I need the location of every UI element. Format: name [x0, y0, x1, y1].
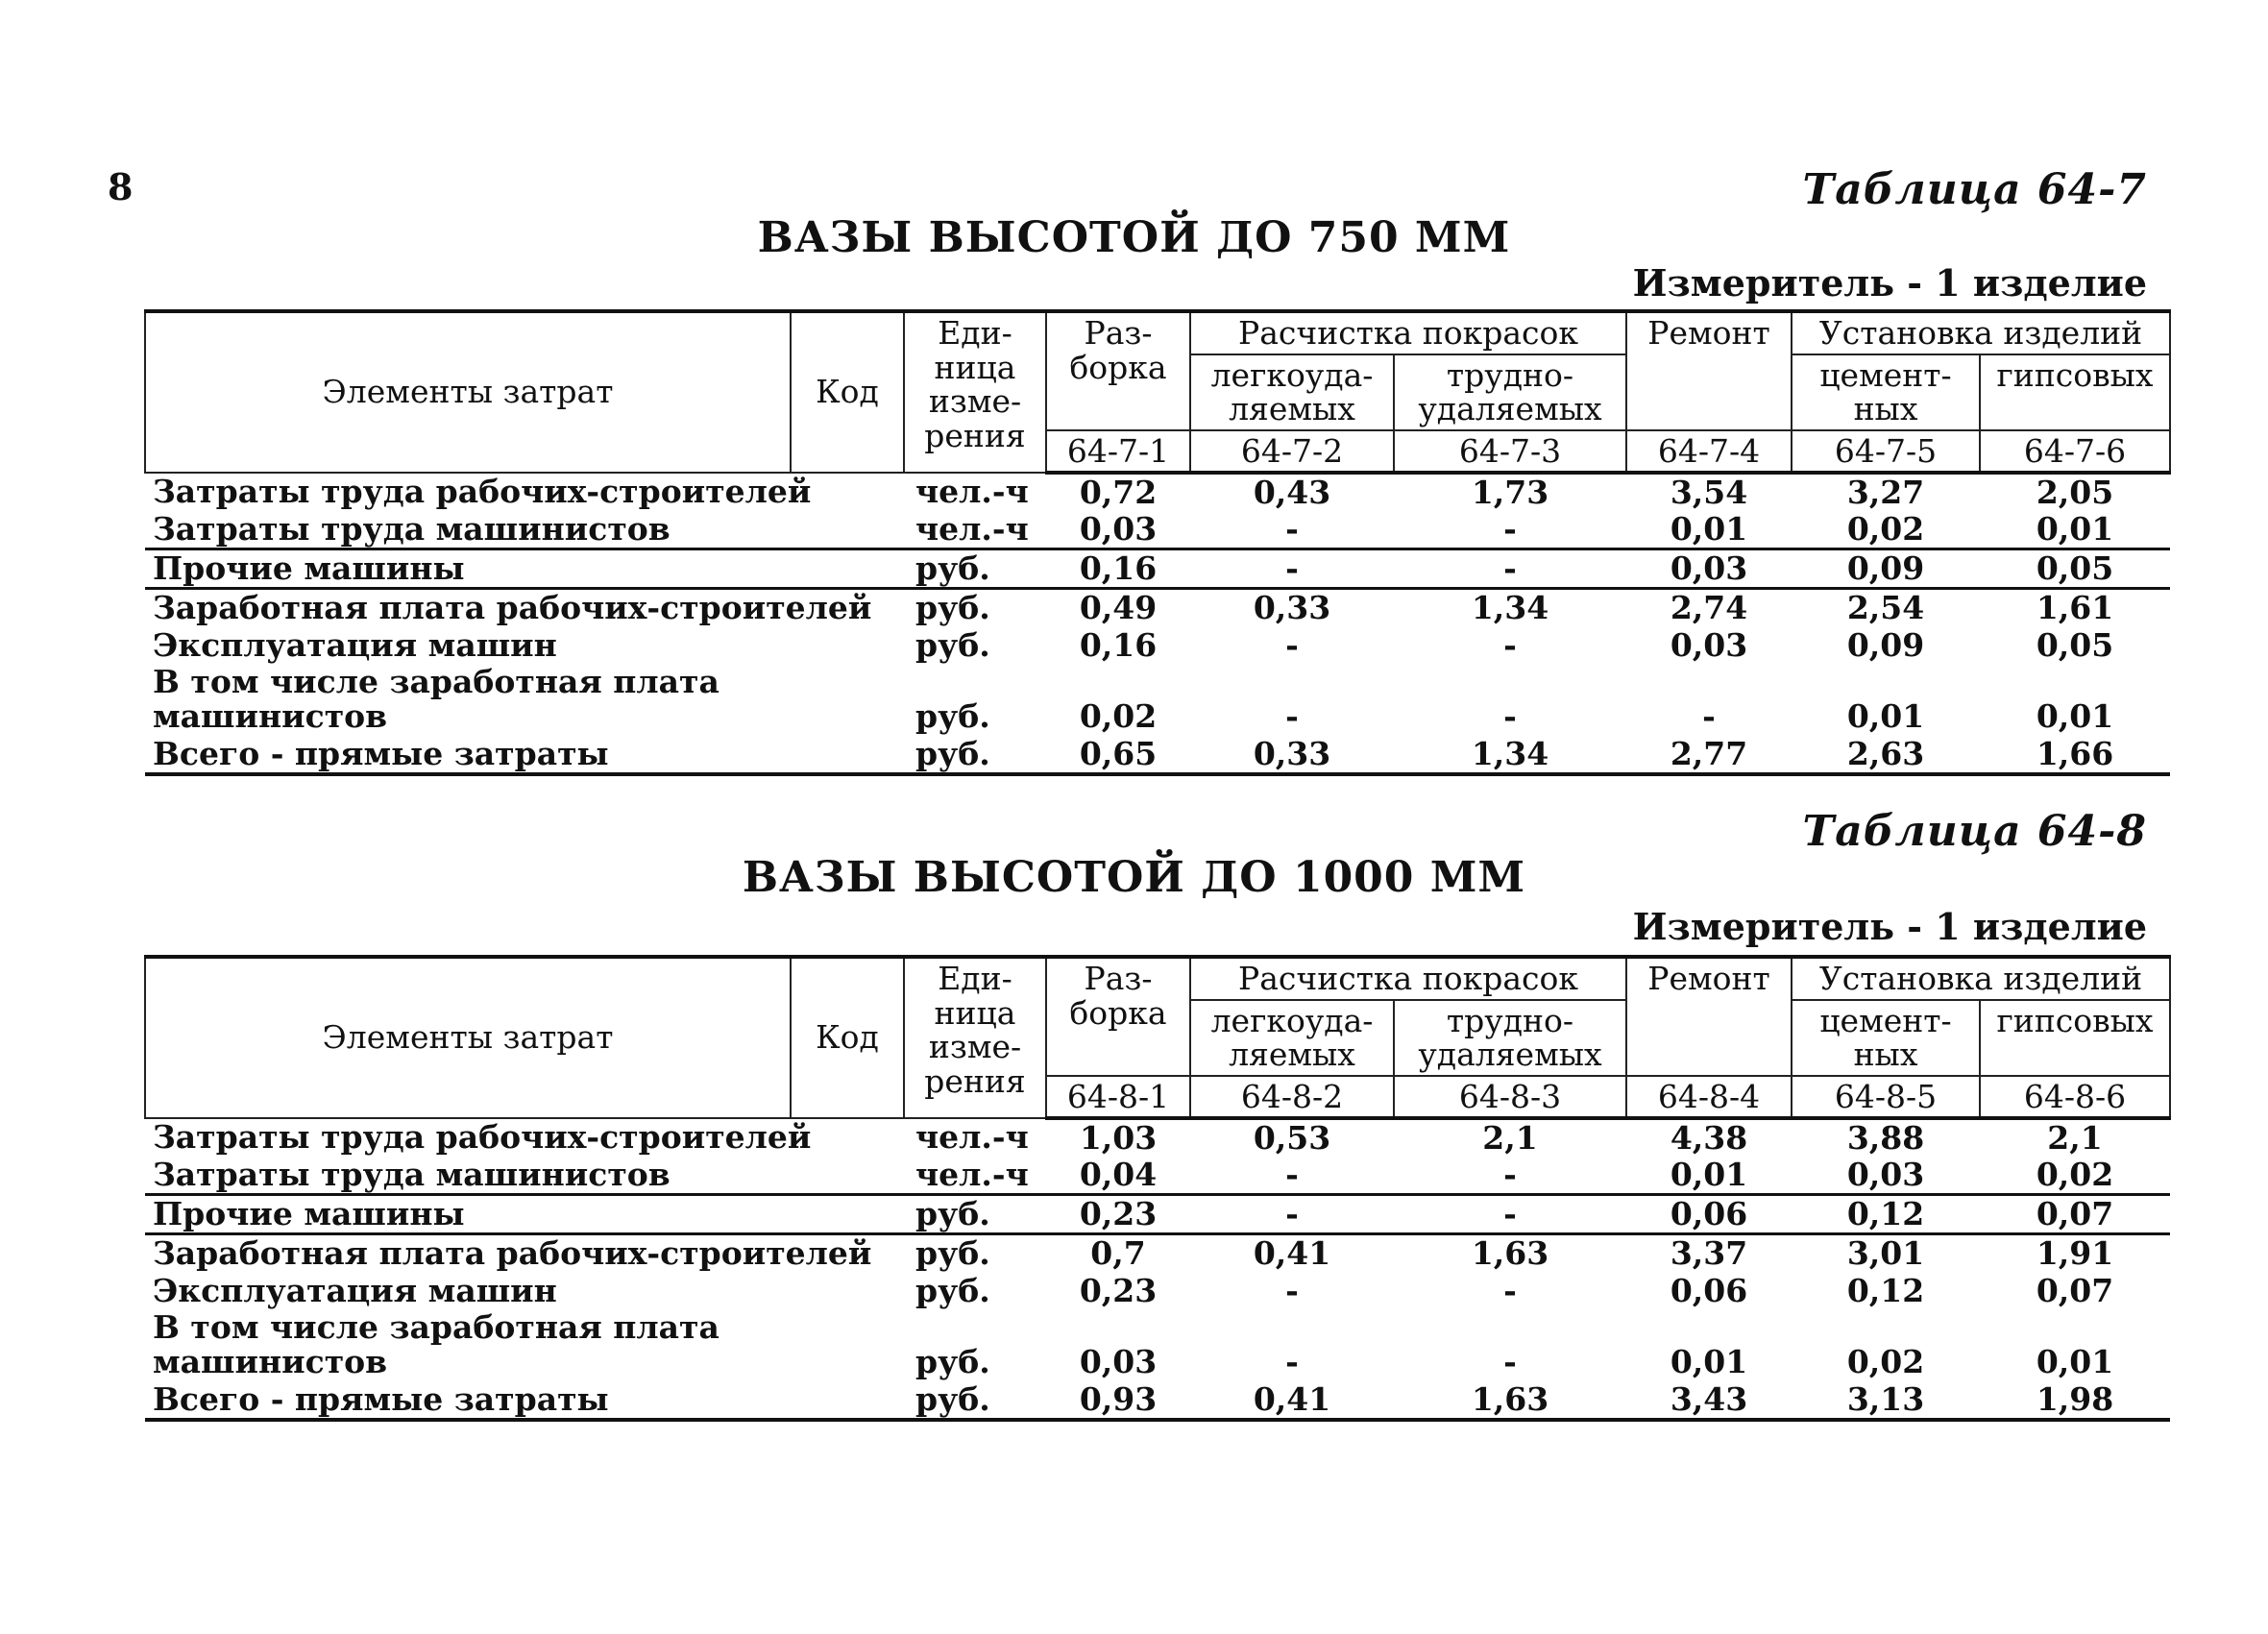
header-gips: гипсовых: [1980, 1000, 2170, 1076]
header-unit: Еди- ница изме- рения: [904, 957, 1046, 1118]
row-value: 0,04: [1079, 1155, 1158, 1193]
cost-table: [144, 309, 2171, 776]
header-hard: трудно- удаляемых: [1394, 1000, 1626, 1076]
row-value: 0,01: [1670, 509, 1748, 548]
row-value: 1,63: [1394, 1381, 1626, 1420]
row-value: 2,54: [1792, 589, 1980, 627]
table-label: Таблица 64-7: [1802, 165, 2147, 214]
row-value: -: [1285, 625, 1299, 664]
row-value: 2,05: [2036, 473, 2114, 511]
row-value: 1,03: [1079, 1118, 1158, 1157]
measure-label: Измеритель - 1 изделие: [1632, 261, 2147, 305]
row-value: 0,02: [1846, 509, 1925, 548]
row-value: -: [1285, 697, 1299, 736]
row-value: 2,74: [1626, 589, 1792, 627]
table-label: Таблица 64-8: [1802, 807, 2147, 856]
table-row: [145, 1234, 2170, 1273]
row-value: 0,01: [1670, 1343, 1748, 1381]
row-value: 0,53: [1253, 1118, 1331, 1157]
row-unit: руб.: [915, 1343, 990, 1381]
header-razborka: Раз- борка: [1046, 311, 1190, 430]
row-unit: руб.: [904, 1195, 1046, 1234]
table-row: [145, 1157, 2170, 1195]
row-value: 0,03: [1079, 1343, 1158, 1381]
row-value: 0,49: [1046, 589, 1190, 627]
row-unit: руб.: [904, 589, 1046, 627]
row-value: 1,91: [1980, 1234, 2170, 1273]
row-value: 0,06: [1670, 1271, 1748, 1309]
row-value: 0,33: [1190, 589, 1394, 627]
code-label: 64-8-2: [1190, 1076, 1394, 1118]
row-value: 0,09: [1792, 549, 1980, 589]
header-ustanovka: Установка изделий: [1792, 311, 2170, 354]
table-title: ВАЗЫ ВЫСОТОЙ ДО 750 ММ: [757, 213, 1511, 262]
row-value: 0,02: [1079, 697, 1158, 736]
table-row: [145, 1381, 2170, 1420]
cost-table: [144, 955, 2171, 1422]
row-name: В том числе заработная плата машинистов: [153, 662, 719, 736]
table-title: ВАЗЫ ВЫСОТОЙ ДО 1000 ММ: [742, 853, 1526, 902]
row-value: 1,34: [1394, 589, 1626, 627]
code-label: 64-8-6: [1980, 1076, 2170, 1118]
header-hard: трудно- удаляемых: [1394, 354, 1626, 430]
row-value: 0,01: [1846, 697, 1925, 736]
row-value: 3,54: [1670, 473, 1748, 511]
page-number: 8: [108, 165, 134, 208]
table-row: [145, 1309, 2170, 1381]
header-unit: Еди- ница изме- рения: [904, 311, 1046, 473]
header-remont: Ремонт: [1626, 957, 1792, 1076]
header-cement: цемент- ных: [1792, 354, 1980, 430]
row-name: В том числе заработная плата машинистов: [153, 1307, 719, 1381]
row-value: 1,63: [1394, 1234, 1626, 1273]
row-name: Эксплуатация машин: [153, 625, 557, 664]
row-value: 0,12: [1846, 1271, 1925, 1309]
measure-label: Измеритель - 1 изделие: [1632, 905, 2147, 948]
row-unit: чел.-ч: [915, 509, 1029, 548]
row-value: -: [1503, 1343, 1517, 1381]
row-unit: руб.: [915, 697, 990, 736]
table-row: [145, 664, 2170, 736]
code-label: 64-8-1: [1046, 1076, 1190, 1118]
row-unit: руб.: [915, 1271, 990, 1309]
row-name: Всего - прямые затраты: [145, 1381, 904, 1420]
row-value: 2,77: [1626, 736, 1792, 774]
row-value: 0,07: [2036, 1271, 2114, 1309]
row-value: 0,93: [1046, 1381, 1190, 1420]
code-label: 64-7-3: [1394, 430, 1626, 473]
row-value: 0,09: [1846, 625, 1925, 664]
header-cement: цемент- ных: [1792, 1000, 1980, 1076]
row-value: -: [1285, 1343, 1299, 1381]
row-unit: руб.: [915, 625, 990, 664]
code-label: 64-7-6: [1980, 430, 2170, 473]
row-value: 0,16: [1046, 549, 1190, 589]
row-value: 2,63: [1792, 736, 1980, 774]
row-unit: чел.-ч: [915, 1118, 1029, 1156]
row-name: Эксплуатация машин: [153, 1271, 557, 1309]
row-value: 0,16: [1079, 625, 1158, 664]
row-value: 0,01: [1670, 1155, 1748, 1193]
row-value: 1,61: [1980, 589, 2170, 627]
row-value: 0,05: [2036, 625, 2114, 664]
row-value: 1,66: [1980, 736, 2170, 774]
table-row: [145, 549, 2170, 589]
table-row: [145, 627, 2170, 664]
row-value: 0,72: [1079, 473, 1158, 511]
row-value: 1,34: [1394, 736, 1626, 774]
row-value: 0,23: [1079, 1271, 1158, 1309]
row-value: -: [1503, 625, 1517, 664]
row-value: 0,7: [1046, 1234, 1190, 1273]
code-label: 64-8-4: [1626, 1076, 1792, 1118]
row-value: 0,02: [1846, 1343, 1925, 1381]
row-value: 1,73: [1471, 473, 1549, 511]
row-value: -: [1190, 549, 1394, 589]
row-value: -: [1190, 1195, 1394, 1234]
row-value: 0,07: [1980, 1195, 2170, 1234]
code-label: 64-8-5: [1792, 1076, 1980, 1118]
header-code: Код: [791, 311, 904, 473]
row-value: -: [1285, 509, 1299, 548]
row-value: 0,01: [2036, 697, 2114, 736]
code-label: 64-8-3: [1394, 1076, 1626, 1118]
row-value: 3,13: [1792, 1381, 1980, 1420]
row-value: 0,06: [1626, 1195, 1792, 1234]
row-value: 0,41: [1190, 1381, 1394, 1420]
header-razborka: Раз- борка: [1046, 957, 1190, 1076]
row-value: 3,01: [1792, 1234, 1980, 1273]
row-value: 3,27: [1846, 473, 1925, 511]
row-value: -: [1285, 1271, 1299, 1309]
row-value: 3,43: [1626, 1381, 1792, 1420]
row-value: -: [1394, 1195, 1626, 1234]
row-name: Затраты труда рабочих-строителей: [153, 473, 812, 510]
table-row: [145, 1118, 2170, 1157]
table-row: [145, 473, 2170, 511]
row-value: 0,23: [1046, 1195, 1190, 1234]
code-label: 64-7-1: [1046, 430, 1190, 473]
row-value: 3,37: [1626, 1234, 1792, 1273]
row-name: Прочие машины: [145, 1195, 904, 1234]
row-value: -: [1503, 509, 1517, 548]
header-raschistka: Расчистка покрасок: [1190, 311, 1626, 354]
header-code: Код: [791, 957, 904, 1118]
header-remont: Ремонт: [1626, 311, 1792, 430]
row-value: 4,38: [1670, 1118, 1748, 1157]
row-value: 0,33: [1190, 736, 1394, 774]
row-unit: руб.: [904, 1234, 1046, 1273]
row-name: Затраты труда рабочих-строителей: [153, 1118, 812, 1156]
row-name: Затраты труда машинистов: [153, 1155, 671, 1193]
header-elements: Элементы затрат: [145, 311, 791, 473]
row-value: 2,1: [1482, 1118, 1538, 1157]
header-elements: Элементы затрат: [145, 957, 791, 1118]
header-ustanovka: Установка изделий: [1792, 957, 2170, 1000]
row-unit: руб.: [904, 549, 1046, 589]
row-name: Всего - прямые затраты: [145, 736, 904, 774]
row-value: -: [1702, 697, 1716, 736]
row-value: 0,03: [1670, 625, 1748, 664]
row-name: Затраты труда машинистов: [153, 509, 671, 548]
header-easy: легкоуда- ляемых: [1190, 354, 1394, 430]
row-value: 0,12: [1792, 1195, 1980, 1234]
table-row: [145, 1195, 2170, 1234]
row-value: -: [1285, 1155, 1299, 1193]
row-value: 0,41: [1190, 1234, 1394, 1273]
table-row: [145, 736, 2170, 774]
row-unit: руб.: [904, 736, 1046, 774]
code-label: 64-7-2: [1190, 430, 1394, 473]
row-value: 0,43: [1253, 473, 1331, 511]
row-name: Прочие машины: [145, 549, 904, 589]
row-value: 0,05: [1980, 549, 2170, 589]
header-raschistka: Расчистка покрасок: [1190, 957, 1626, 1000]
row-value: 0,01: [2036, 509, 2114, 548]
code-label: 64-7-5: [1792, 430, 1980, 473]
table-body: [145, 473, 2170, 774]
table-row: [145, 511, 2170, 549]
header-gips: гипсовых: [1980, 354, 2170, 430]
row-value: 0,65: [1046, 736, 1190, 774]
row-name: Заработная плата рабочих-строителей: [145, 589, 904, 627]
row-value: 3,88: [1846, 1118, 1925, 1157]
row-value: 2,1: [2047, 1118, 2103, 1157]
row-value: -: [1503, 1271, 1517, 1309]
row-value: 0,03: [1626, 549, 1792, 589]
row-value: 0,03: [1846, 1155, 1925, 1193]
row-unit: чел.-ч: [915, 1155, 1029, 1193]
row-value: -: [1503, 1155, 1517, 1193]
row-name: Заработная плата рабочих-строителей: [145, 1234, 904, 1273]
header-easy: легкоуда- ляемых: [1190, 1000, 1394, 1076]
row-value: 0,01: [2036, 1343, 2114, 1381]
row-unit: руб.: [904, 1381, 1046, 1420]
row-value: 0,03: [1079, 509, 1158, 548]
table-row: [145, 1273, 2170, 1309]
table-body: [145, 1118, 2170, 1420]
code-label: 64-7-4: [1626, 430, 1792, 473]
row-value: 1,98: [1980, 1381, 2170, 1420]
row-value: -: [1394, 549, 1626, 589]
row-value: -: [1503, 697, 1517, 736]
table-row: [145, 589, 2170, 627]
row-value: 0,02: [2036, 1155, 2114, 1193]
row-unit: чел.-ч: [915, 473, 1029, 510]
